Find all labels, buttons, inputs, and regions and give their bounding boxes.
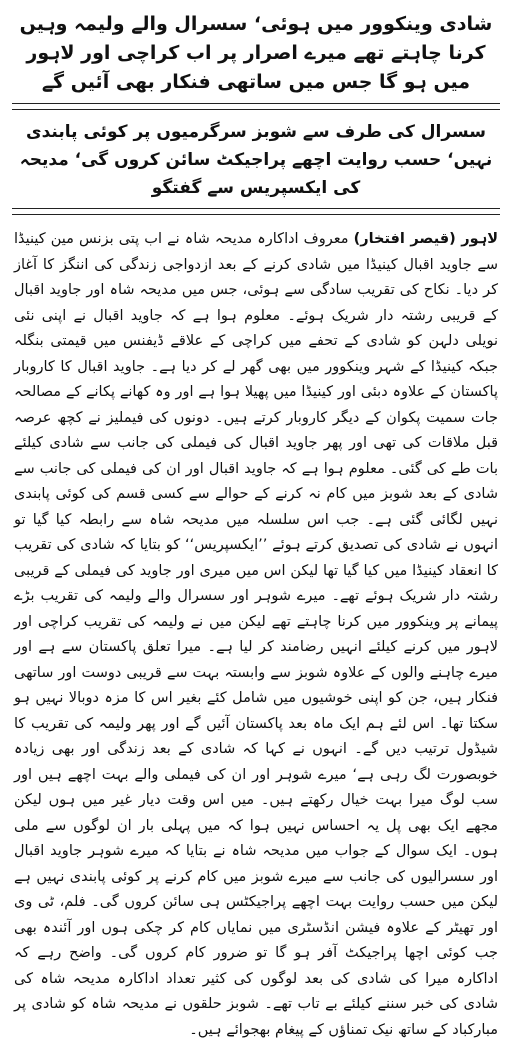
divider-bottom-inner [12,214,500,215]
article-body-text: معروف اداکارہ مدیحہ شاہ نے اب پتی بزنس مین کینیڈا سے جاوید اقبال کینیڈا میں شادی کرنے کے بعد ازدواجی زندگی کی اننگز کا آغاز کر دیا۔ نکاح کی تقریب سادگی سے ہوئی، جس میں مدیحہ شاہ اور جاوید اقبال کے قریبی رشتہ دار شریک ہوئے۔ معلوم ہوا ہے کہ جاوید اقبال نے اپنی نئی نویلی دلہن کو شادی کے تحفے میں کراچی کے علاقے ڈیفنس میں قیمتی بنگلہ جبکہ کینیڈا کے شہر وینکوور میں بھی گھر لے کر دیا ہے۔ جاوید اقبال کا کاروبار پاکستان کے علاوہ دبئی اور کینیڈا میں پھیلا ہوا ہے اور وہ کھانے پکانے کے مصالحہ جات سمیت پکوان کے دیگر کاروبار کرتے ہیں۔ دونوں کی فیملیز نے کچھ عرصہ قبل ملاقات کی تھی اور پھر جاوید اقبال کی فیملی کی جانب سے شادی کیلئے بات طے کی گئی۔ معلوم ہوا ہے کہ جاوید اقبال اور ان کی فیملی کی جانب سے شادی کے بعد شوبز میں کام نہ کرنے کے حوالے سے کسی قسم کی کوئی پابندی نہیں لگائی گئی ہے۔ جب اس سلسلہ میں مدیحہ شاہ سے رابطہ کیا گیا تو انہوں نے شادی کی تصدیق کرتے ہوئے ’’ایکسپریس‘‘ کو بتایا کہ شادی کی تقریب کا انعقاد کینیڈا میں کیا گیا تھا لیکن اس میں میری اور جاوید کی فیملی کے قریبی رشتہ دار شریک ہوئے تھے۔ میرے شوہر اور سسرال والے ولیمہ کی تقریب بڑے پیمانے پر وینکوور میں کرنا چاہتے تھے لیکن میں نے ولیمہ کی تقریب کراچی اور لاہور میں کرنے کیلئے انہیں رضامند کر لیا ہے۔ میرا تعلق پاکستان سے ہے اور میرے چاہنے والوں کے علاوہ شوبز سے وابستہ بہت سے قریبی دوست اور ساتھی فنکار ہیں، جن کو اپنی خوشیوں میں شامل کئے بغیر اس کا مزہ دوبالا نہیں ہو سکتا تھا۔ اس لئے ہم ایک ماہ بعد پاکستان آئیں گے اور پھر ولیمہ کی تقریب کا شیڈول ترتیب دیں گے۔ انہوں نے کہا کہ شادی کے بعد زندگی اور بھی زیادہ خوبصورت لگ رہی ہے‘ میرے شوہر اور ان کی فیملی والے بہت اچھے ہیں اور سب لوگ میرا بہت خیال رکھتے ہیں۔ میں اس وقت دیار غیر میں ہوں لیکن مجھے ایک بھی پل یہ احساس نہیں ہوا کہ میں پہلی بار ان لوگوں سے ملی ہوں۔ ایک سوال کے جواب میں مدیحہ شاہ نے بتایا کہ میرے شوہر جاوید اقبال اور سسرالیوں کی جانب سے میرے شوبز میں کام کرنے پر کوئی پابندی نہیں ہے لیکن میں حسب روایت بہت اچھے پراجیکٹس ہی سائن کروں گی۔ فلم، ٹی وی اور تھیٹر کے علاوہ فیشن انڈسٹری میں نمایاں کام کر چکی ہوں اور آئندہ بھی جب کوئی اچھا پراجیکٹ آفر ہو گا تو ضرور کام کروں گی۔ واضح رہے کہ اداکارہ میرا کی شادی کی بعد لوگوں کی کثیر تعداد اداکارہ مدیحہ شاہ کی شادی کی خبر سننے کیلئے بے تاب تھے۔ شوبز حلقوں نے مدیحہ شاہ کو شادی پر مبارکباد کے ساتھ نیک تمناؤں کے پیغام بھجوائے ہیں۔ [14,231,498,1038]
divider-top [12,103,500,104]
subheadline: سسرال کی طرف سے شوبز سرگرمیوں پر کوئی پابندی نہیں‘ حسب روایت اچھے پراجیکٹ سائن کروں گی‘ مدیحہ کی ایکسپریس سے گفتگو [19,122,493,198]
divider-bottom [12,208,500,209]
divider-top-inner [12,109,500,110]
headline: شادی وینکوور میں ہوئی‘ سسرال والے ولیمہ وہیں کرنا چاہتے تھے میرے اصرار پر اب کراچی اور لاہور میں ہو گا جس میں ساتھی فنکار بھی آئیں گے [19,13,493,93]
dateline: لاہور (قیصر افتخار) [353,231,499,247]
article-body [12,227,500,1043]
